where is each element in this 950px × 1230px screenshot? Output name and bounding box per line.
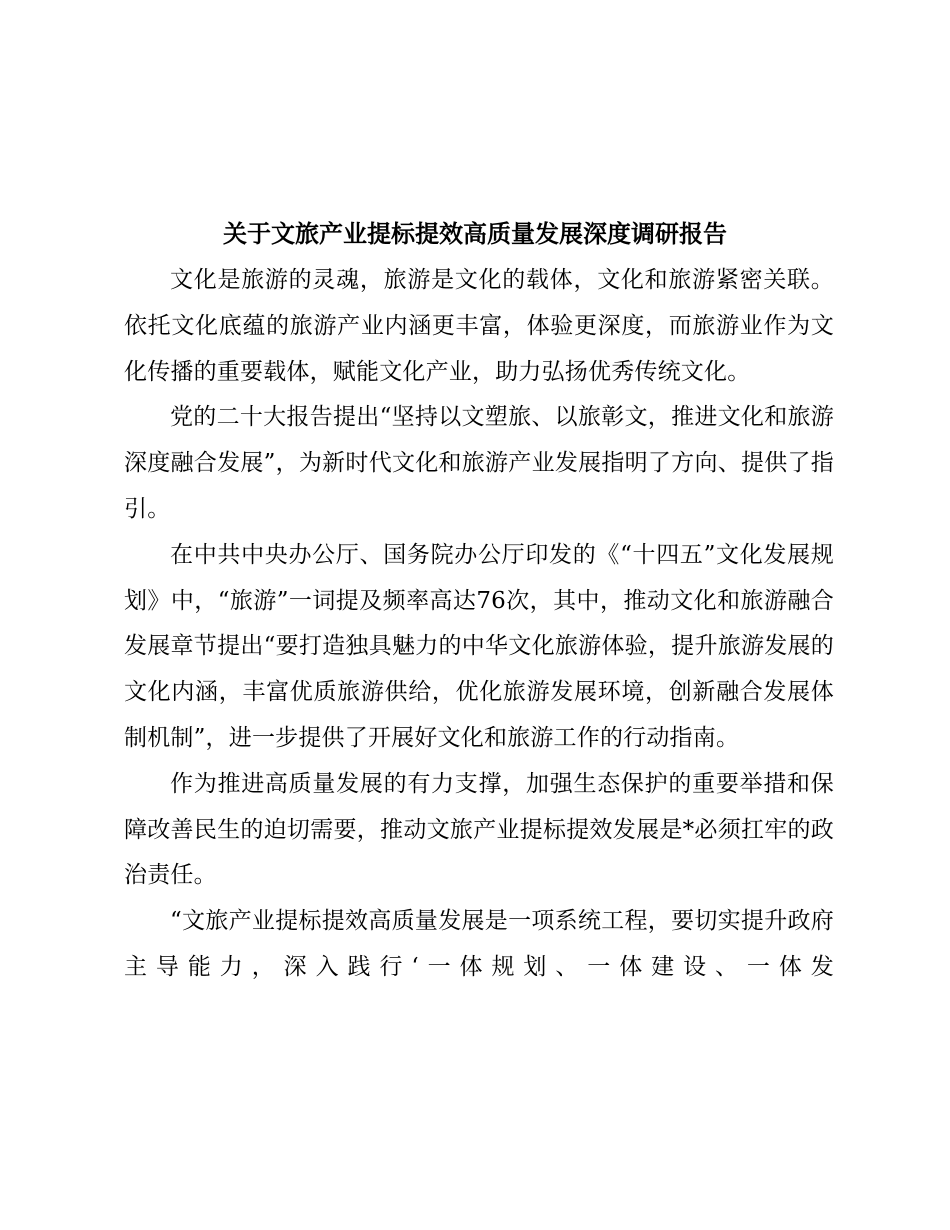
- document-body: [124, 258, 834, 991]
- paragraph-1: 文化是旅游的灵魂，旅游是文化的载体，文化和旅游紧密关联。依托文化底蕴的旅游产业内涵更丰富，体验更深度，而旅游业作为文化传播的重要载体，赋能文化产业，助力弘扬优秀传统文化。: [124, 267, 834, 385]
- paragraph-3: 在中共中央办公厅、国务院办公厅印发的《“十四五”文化发展规划》中，“旅游”一词提及频率高达76次，其中，推动文化和旅游融合发展章节提出“要打造独具魅力的中华文化旅游体验，提升旅游发展的文化内涵，丰富优质旅游供给，优化旅游发展环境，创新融合发展体制机制”，进一步提供了开展好文化和旅游工作的行动指南。: [124, 541, 834, 751]
- document-title: 关于文旅产业提标提效高质量发展深度调研报告: [223, 219, 727, 248]
- paragraph-5: “文旅产业提标提效高质量发展是一项系统工程，要切实提升政府主导能力，深入践行‘一体规划、一体建设、一体发: [124, 908, 834, 980]
- paragraph-4: 作为推进高质量发展的有力支撑，加强生态保护的重要举措和保障改善民生的迫切需要，推动文旅产业提标提效发展是*必须扛牢的政治责任。: [124, 770, 834, 889]
- paragraph-2: 党的二十大报告提出“坚持以文塑旅、以旅彰文，推进文化和旅游深度融合发展”，为新时代文化和旅游产业发展指明了方向、提供了指引。: [124, 404, 834, 522]
